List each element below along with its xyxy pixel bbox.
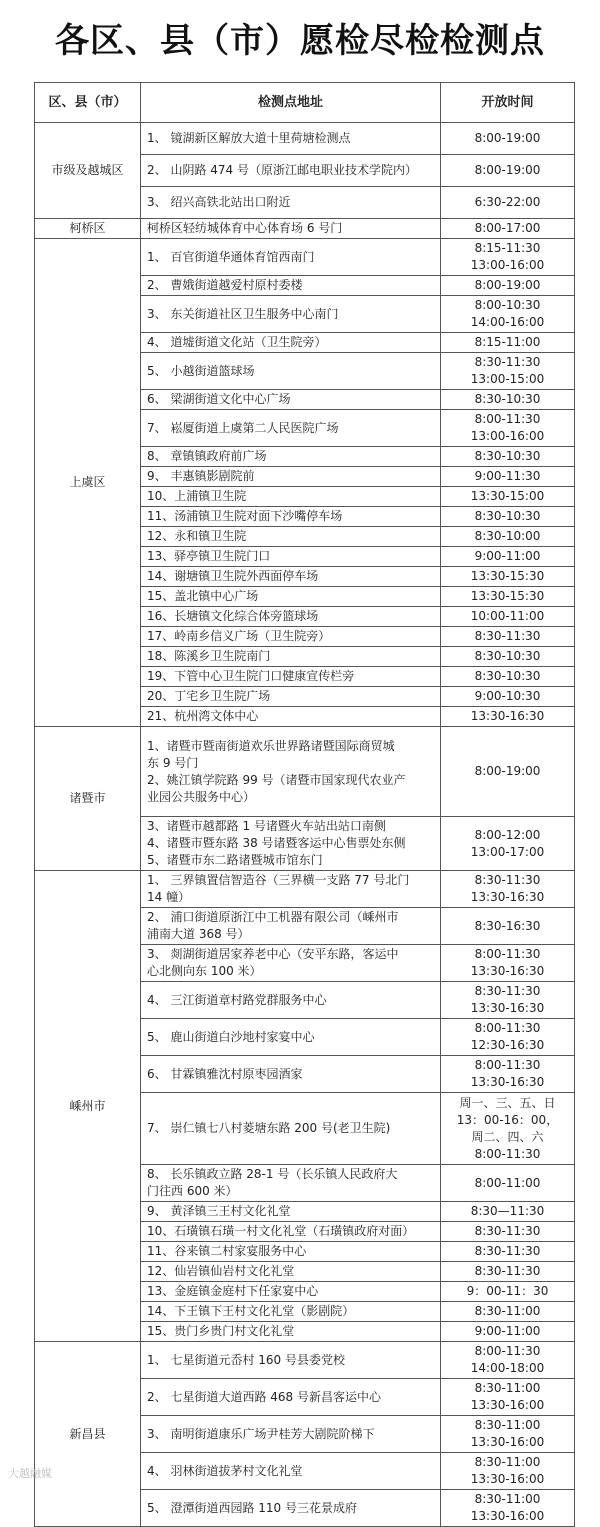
hours-line: 周二、四、六 [471, 1129, 544, 1144]
address-cell [141, 607, 441, 627]
hours-line: 13:30-16:00 [470, 1509, 545, 1523]
hours-line: 13:30-16:00 [470, 1398, 545, 1412]
address-cell [141, 123, 441, 155]
hours-cell [441, 607, 575, 627]
hours-cell [441, 187, 575, 219]
hours-cell [441, 707, 575, 727]
address-cell [141, 1242, 441, 1262]
address-cell [141, 627, 441, 647]
hours-cell [441, 945, 575, 982]
address-line: 10、上浦镇卫生院 [147, 489, 247, 503]
hours-line: 13:30-16:30 [470, 890, 545, 904]
district-cell: 柯桥区 [35, 219, 141, 239]
address-cell [141, 871, 441, 908]
address-cell [141, 1490, 441, 1527]
table-row [35, 871, 575, 908]
hours-cell [441, 647, 575, 667]
hours-cell [441, 1056, 575, 1093]
hours-cell [441, 727, 575, 817]
hours-line: 13:30-16:30 [470, 964, 545, 978]
address-line: 15、贵门乡贵门村文化礼堂 [147, 1324, 295, 1338]
hours-line: 13:00-16:00 [470, 258, 545, 272]
address-cell [141, 1416, 441, 1453]
hours-line: 13:30-16:00 [470, 1472, 545, 1486]
hours-cell [441, 390, 575, 410]
table-row [35, 219, 575, 239]
address-cell [141, 527, 441, 547]
address-line: 4、 羽林街道拔茅村文化礼堂 [147, 1463, 303, 1478]
table-row [35, 123, 575, 155]
address-line: 6、 梁湖街道文化中心广场 [147, 392, 291, 406]
hours-line: 8:30-10:00 [474, 529, 541, 543]
address-line: 4、 三江街道章村路党群服务中心 [147, 992, 327, 1007]
hours-cell [441, 1019, 575, 1056]
address-cell [141, 1019, 441, 1056]
address-line: 1、 七星街道元岙村 160 号县委党校 [147, 1352, 345, 1367]
hours-line: 8:30-10:30 [474, 449, 541, 463]
address-line: 14 幢） [147, 890, 191, 904]
address-cell [141, 467, 441, 487]
hours-line: 周一、三、五、日 [459, 1095, 556, 1110]
address-cell [141, 667, 441, 687]
address-line: 17、岭南乡信义广场（卫生院旁） [147, 629, 331, 643]
address-line: 20、丁宅乡卫生院广场 [147, 689, 271, 703]
address-line: 1、诸暨市暨南街道欢乐世界路诸暨国际商贸城 [147, 738, 395, 753]
hours-line: 8:30-10:30 [474, 509, 541, 523]
address-line: 9、 黄泽镇三王村文化礼堂 [147, 1204, 291, 1218]
address-line: 15、盖北镇中心广场 [147, 589, 259, 603]
address-line: 2、 浦口街道原浙江中工机器有限公司（嵊州市 [147, 910, 399, 924]
address-cell [141, 1282, 441, 1302]
hours-cell [441, 410, 575, 447]
hours-cell [441, 587, 575, 607]
address-cell [141, 410, 441, 447]
district-cell: 诸暨市 [35, 727, 141, 871]
address-line: 3、 南明街道康乐广场尹桂芳大剧院阶梯下 [147, 1426, 375, 1441]
address-cell [141, 447, 441, 467]
hours-line: 9:00-10:30 [474, 689, 541, 703]
address-cell [141, 1342, 441, 1379]
district-cell: 上虞区 [35, 239, 141, 727]
address-line: 4、 道墟街道文化站（卫生院旁） [147, 335, 327, 349]
hours-line: 8:30-11:30 [474, 1244, 541, 1258]
address-cell [141, 547, 441, 567]
table-header-row [35, 83, 575, 123]
hours-line: 9：00-11：30 [466, 1284, 549, 1298]
address-cell [141, 587, 441, 607]
hours-cell [441, 627, 575, 647]
address-cell [141, 187, 441, 219]
address-line: 12、永和镇卫生院 [147, 529, 247, 543]
hours-line: 8:00-19:00 [474, 163, 541, 177]
address-line: 10、石璜镇石璜一村文化礼堂（石璜镇政府对面） [147, 1224, 415, 1238]
hours-cell [441, 871, 575, 908]
hours-cell [441, 353, 575, 390]
address-cell [141, 296, 441, 333]
district-cell: 嵊州市 [35, 871, 141, 1342]
hours-line: 13:30-15:30 [470, 589, 545, 603]
address-cell [141, 727, 441, 817]
address-line: 3、 东关街道社区卫生服务中心南门 [147, 306, 339, 321]
address-line: 5、诸暨市东二路诸暨城市馆东门 [147, 853, 323, 867]
address-line: 2、 七星街道大道西路 468 号新昌客运中心 [147, 1389, 381, 1404]
address-line: 21、杭州湾文体中心 [147, 709, 259, 723]
address-line: 柯桥区轻纺城体育中心体育场 6 号门 [147, 221, 343, 235]
hours-line: 8:00-11:30 [474, 1146, 541, 1161]
hours-line: 8:00-11:30 [474, 1021, 541, 1035]
address-cell [141, 1453, 441, 1490]
address-cell [141, 647, 441, 667]
hours-line: 8:30-11:00 [474, 1455, 541, 1469]
address-cell [141, 1093, 441, 1165]
hours-cell [441, 817, 575, 871]
hours-line: 14:00-16:00 [470, 315, 545, 329]
hours-cell [441, 276, 575, 296]
address-line: 2、 山阴路 474 号（原浙江邮电职业技术学院内） [147, 163, 417, 177]
address-line: 11、汤浦镇卫生院对面下沙嘴停车场 [147, 509, 343, 523]
district-cell: 市级及越城区 [35, 123, 141, 219]
page-title: 各区、县（市）愿检尽检检测点 [55, 21, 545, 61]
hours-line: 8:30-11:30 [474, 1264, 541, 1278]
table-row [35, 1342, 575, 1379]
hours-line: 8:15-11:30 [474, 241, 541, 255]
address-line: 19、下管中心卫生院门口健康宣传栏旁 [147, 669, 355, 683]
hours-line: 8:00-17:00 [474, 221, 541, 235]
address-cell [141, 239, 441, 276]
address-cell [141, 353, 441, 390]
address-cell [141, 1222, 441, 1242]
hours-cell [441, 1242, 575, 1262]
hours-line: 8:00-19:00 [474, 278, 541, 292]
watermark: 大越融媒 [8, 1467, 52, 1480]
hours-line: 8:00-11:00 [474, 1175, 541, 1190]
hours-line: 8:30-11:30 [474, 873, 541, 887]
address-line: 9、 丰惠镇影剧院前 [147, 469, 255, 483]
hours-cell [441, 296, 575, 333]
hours-line: 13:30-16:30 [470, 1001, 545, 1015]
header-address: 检测点地址 [141, 83, 441, 123]
district-cell: 新昌县 [35, 1342, 141, 1527]
hours-cell [441, 527, 575, 547]
address-line: 13、驿亭镇卫生院门口 [147, 549, 271, 563]
hours-cell [441, 487, 575, 507]
address-line: 5、 鹿山街道白沙地村家宴中心 [147, 1029, 315, 1044]
hours-line: 8:30-11:30 [474, 629, 541, 643]
hours-line: 9:00-11:00 [474, 549, 541, 563]
hours-cell [441, 333, 575, 353]
hours-cell [441, 1165, 575, 1202]
hours-cell [441, 1222, 575, 1242]
hours-cell [441, 1453, 575, 1490]
hours-line: 8:00-11:30 [474, 1344, 541, 1358]
hours-line: 13:00-15:00 [470, 372, 545, 386]
address-line: 6、 甘霖镇雅沈村原枣园酒家 [147, 1066, 303, 1081]
hours-line: 8:30-11:00 [474, 1381, 541, 1395]
hours-cell [441, 1202, 575, 1222]
address-cell [141, 1262, 441, 1282]
address-line: 14、下王镇下王村文化礼堂（影剧院） [147, 1304, 355, 1318]
hours-cell [441, 1379, 575, 1416]
hours-line: 10:00-11:00 [470, 609, 545, 623]
hours-line: 13:30-16:00 [470, 1435, 545, 1449]
hours-line: 8:00-19:00 [474, 764, 541, 778]
hours-cell [441, 667, 575, 687]
table-body [35, 123, 575, 1527]
address-cell [141, 1202, 441, 1222]
hours-line: 8:15-11:00 [474, 335, 541, 349]
hours-cell [441, 1322, 575, 1342]
hours-line: 8:30—11:30 [470, 1204, 545, 1218]
address-line: 2、姚江镇学院路 99 号（诸暨市国家现代农业产 [147, 772, 406, 787]
address-line: 东 9 号门 [147, 755, 199, 770]
address-line: 1、 百官街道华通体育馆西南门 [147, 249, 315, 264]
hours-line: 8:30-11:00 [474, 1492, 541, 1506]
address-cell [141, 1379, 441, 1416]
address-line: 4、诸暨市暨东路 38 号诸暨客运中心售票处东侧 [147, 836, 406, 850]
address-cell [141, 487, 441, 507]
hours-line: 8:30-11:30 [474, 984, 541, 998]
address-line: 14、谢塘镇卫生院外西面停车场 [147, 569, 319, 583]
hours-line: 13:30-15:30 [470, 569, 545, 583]
address-line: 2、 曹娥街道越爱村原村委楼 [147, 278, 303, 292]
address-cell [141, 333, 441, 353]
address-cell [141, 1322, 441, 1342]
hours-line: 8:30-10:30 [474, 392, 541, 406]
table-row [35, 239, 575, 276]
address-cell [141, 908, 441, 945]
hours-line: 13:30-16:30 [470, 709, 545, 723]
address-cell [141, 707, 441, 727]
hours-line: 14:00-18:00 [470, 1361, 545, 1375]
hours-line: 13:30-15:00 [470, 489, 545, 503]
hours-line: 8:00-12:00 [474, 827, 541, 842]
hours-cell [441, 219, 575, 239]
hours-cell [441, 1262, 575, 1282]
address-line: 1、 镜湖新区解放大道十里荷塘检测点 [147, 131, 351, 145]
address-line: 11、谷来镇二村家宴服务中心 [147, 1244, 307, 1258]
hours-cell [441, 982, 575, 1019]
hours-line: 8:30-11:30 [474, 355, 541, 369]
address-line: 3、 绍兴高铁北站出口附近 [147, 195, 291, 209]
address-line: 浦南大道 368 号） [147, 927, 250, 941]
hours-line: 8:30-16:30 [474, 918, 541, 933]
hours-cell [441, 507, 575, 527]
address-line: 门往西 600 米） [147, 1184, 238, 1198]
hours-cell [441, 239, 575, 276]
address-cell [141, 1056, 441, 1093]
address-line: 13、金庭镇金庭村下任家宴中心 [147, 1284, 319, 1298]
address-line: 8、 章镇镇政府前广场 [147, 449, 267, 463]
address-line: 7、 崇仁镇七八村菱塘东路 200 号(老卫生院) [147, 1121, 391, 1135]
hours-line: 6:30-22:00 [474, 195, 541, 209]
address-cell [141, 567, 441, 587]
hours-cell [441, 123, 575, 155]
address-line: 8、 长乐镇政立路 28-1 号（长乐镇人民政府大 [147, 1167, 398, 1181]
hours-line: 9:00-11:30 [474, 469, 541, 483]
hours-line: 8:00-11:30 [474, 412, 541, 426]
address-cell [141, 982, 441, 1019]
hours-cell [441, 547, 575, 567]
hours-line: 8:30-11:00 [474, 1418, 541, 1432]
hours-line: 8:00-19:00 [474, 131, 541, 145]
hours-cell [441, 1282, 575, 1302]
address-cell [141, 219, 441, 239]
address-line: 3、诸暨市越都路 1 号诸暨火车站出站口南侧 [147, 819, 386, 833]
address-line: 16、长塘镇文化综合体旁篮球场 [147, 609, 319, 623]
hours-line: 8:00-10:30 [474, 298, 541, 312]
table-row [35, 727, 575, 817]
hours-line: 8:00-11:30 [474, 947, 541, 961]
hours-line: 13：00-16：00， [456, 1112, 559, 1127]
hours-line: 8:30-10:30 [474, 649, 541, 663]
hours-cell [441, 447, 575, 467]
address-line: 3、 剡湖街道居家养老中心（安平东路，客运中 [147, 947, 399, 961]
hours-cell [441, 1490, 575, 1527]
address-cell [141, 817, 441, 871]
address-line: 心北侧向东 100 米） [147, 964, 262, 978]
hours-cell [441, 155, 575, 187]
address-cell [141, 1302, 441, 1322]
testing-sites-table [34, 82, 575, 1527]
hours-cell [441, 1093, 575, 1165]
header-district: 区、县（市） [35, 83, 141, 123]
hours-cell [441, 908, 575, 945]
hours-line: 13:00-17:00 [470, 844, 545, 859]
hours-line: 8:30-11:00 [474, 1304, 541, 1318]
address-line: 7、 崧厦街道上虞第二人民医院广场 [147, 420, 339, 435]
address-cell [141, 945, 441, 982]
hours-line: 8:00-11:30 [474, 1058, 541, 1072]
address-line: 18、陈溪乡卫生院南门 [147, 649, 271, 663]
hours-line: 8:30-11:30 [474, 1224, 541, 1238]
header-hours: 开放时间 [441, 83, 575, 123]
address-cell [141, 276, 441, 296]
hours-line: 8:30-10:30 [474, 669, 541, 683]
hours-cell [441, 467, 575, 487]
hours-cell [441, 1342, 575, 1379]
hours-line: 13:30-16:30 [470, 1075, 545, 1089]
address-cell [141, 687, 441, 707]
hours-line: 12:30-16:30 [470, 1038, 545, 1052]
hours-cell [441, 1302, 575, 1322]
hours-cell [441, 1416, 575, 1453]
address-line: 5、 澄潭街道西园路 110 号三花景成府 [147, 1500, 357, 1515]
hours-line: 9:00-11:00 [474, 1324, 541, 1338]
address-cell [141, 155, 441, 187]
hours-cell [441, 567, 575, 587]
address-line: 12、仙岩镇仙岩村文化礼堂 [147, 1264, 295, 1278]
address-cell [141, 390, 441, 410]
address-cell [141, 507, 441, 527]
address-line: 业园公共服务中心） [147, 789, 256, 804]
address-cell [141, 1165, 441, 1202]
hours-line: 13:00-16:00 [470, 429, 545, 443]
address-line: 5、 小越街道篮球场 [147, 363, 255, 378]
address-line: 1、 三界镇置信智造谷（三界横一支路 77 号北门 [147, 873, 410, 887]
hours-cell [441, 687, 575, 707]
